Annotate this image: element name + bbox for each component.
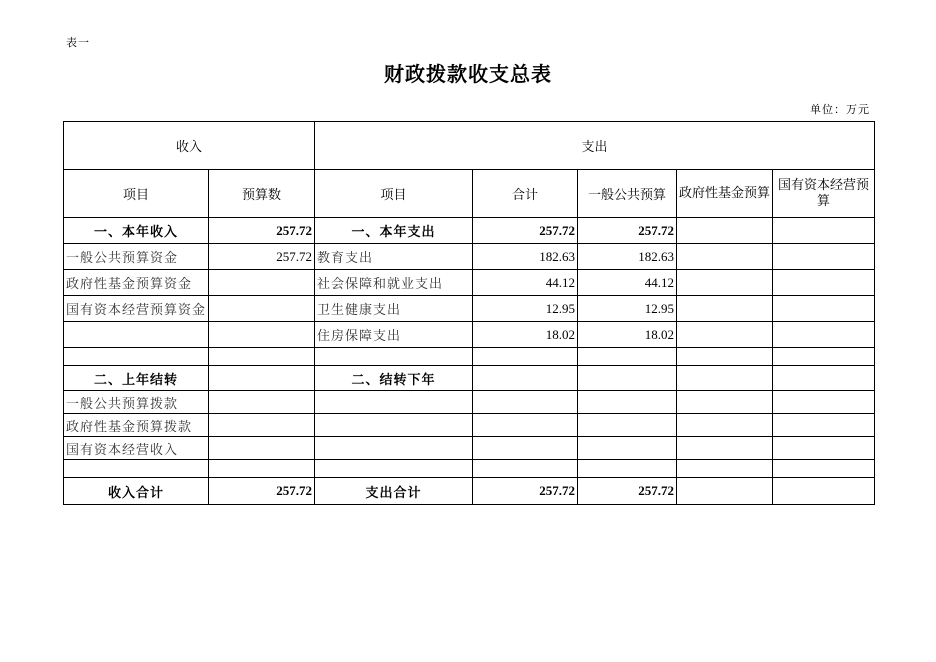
- total-cell: [473, 414, 578, 437]
- state-capital-cell: [773, 391, 875, 414]
- income-value-cell: 257.72: [209, 218, 315, 244]
- general-budget-header: 一般公共预算: [578, 170, 677, 218]
- budget-table: [63, 121, 875, 505]
- income-item-cell: 二、上年结转: [64, 366, 209, 391]
- state-capital-cell: [773, 460, 875, 478]
- general-budget-cell: 18.02: [578, 322, 677, 348]
- total-cell: 12.95: [473, 296, 578, 322]
- unit-label: 单位：万元: [810, 103, 870, 116]
- state-capital-cell: [773, 296, 875, 322]
- general-budget-cell: [578, 460, 677, 478]
- expense-item-cell: 教育支出: [315, 244, 473, 270]
- table-row: [64, 414, 875, 437]
- income-item-cell: 国有资本经营预算资金: [64, 296, 209, 322]
- state-capital-cell: [773, 366, 875, 391]
- income-value-cell: 257.72: [209, 478, 315, 505]
- table-label: 表一: [66, 36, 90, 49]
- table-row: [64, 460, 875, 478]
- total-cell: [473, 366, 578, 391]
- expense-item-cell: [315, 391, 473, 414]
- state-capital-cell: [773, 414, 875, 437]
- general-budget-cell: [578, 414, 677, 437]
- income-item-cell: [64, 460, 209, 478]
- income-item-cell: 收入合计: [64, 478, 209, 505]
- income-value-cell: 257.72: [209, 244, 315, 270]
- income-value-cell: [209, 460, 315, 478]
- table-row: [64, 244, 875, 270]
- general-budget-cell: 182.63: [578, 244, 677, 270]
- income-item-cell: 政府性基金预算拨款: [64, 414, 209, 437]
- income-value-cell: [209, 348, 315, 366]
- expense-item-cell: 卫生健康支出: [315, 296, 473, 322]
- table-row: [64, 296, 875, 322]
- expense-item-cell: [315, 460, 473, 478]
- page-title: 财政拨款收支总表: [384, 62, 552, 86]
- general-budget-cell: [578, 437, 677, 460]
- general-budget-cell: [578, 391, 677, 414]
- gov-fund-cell: [677, 414, 773, 437]
- state-capital-cell: [773, 437, 875, 460]
- income-item-cell: 国有资本经营收入: [64, 437, 209, 460]
- total-cell: [473, 391, 578, 414]
- gov-fund-cell: [677, 391, 773, 414]
- income-item-header: 项目: [64, 170, 209, 218]
- table-body: [64, 218, 875, 505]
- table-row: [64, 270, 875, 296]
- income-value-cell: [209, 322, 315, 348]
- expense-item-cell: [315, 414, 473, 437]
- general-budget-cell: [578, 366, 677, 391]
- table-row: [64, 348, 875, 366]
- total-cell: [473, 437, 578, 460]
- gov-fund-cell: [677, 244, 773, 270]
- gov-fund-cell: [677, 270, 773, 296]
- gov-fund-cell: [677, 322, 773, 348]
- income-budget-header: 预算数: [209, 170, 315, 218]
- gov-fund-header: 政府性基金预算: [677, 170, 773, 218]
- income-item-cell: [64, 322, 209, 348]
- general-budget-cell: 257.72: [578, 218, 677, 244]
- expense-item-cell: [315, 437, 473, 460]
- general-budget-cell: [578, 348, 677, 366]
- state-capital-cell: [773, 218, 875, 244]
- total-cell: 257.72: [473, 478, 578, 505]
- state-capital-cell: [773, 244, 875, 270]
- income-value-cell: [209, 414, 315, 437]
- gov-fund-cell: [677, 437, 773, 460]
- total-cell: 44.12: [473, 270, 578, 296]
- income-item-cell: 一、本年收入: [64, 218, 209, 244]
- total-cell: 257.72: [473, 218, 578, 244]
- state-capital-cell: [773, 270, 875, 296]
- gov-fund-cell: [677, 460, 773, 478]
- expense-item-header: 项目: [315, 170, 473, 218]
- income-item-cell: 一般公共预算拨款: [64, 391, 209, 414]
- table-row: [64, 437, 875, 460]
- table-row: [64, 366, 875, 391]
- gov-fund-cell: [677, 348, 773, 366]
- expense-item-cell: 一、本年支出: [315, 218, 473, 244]
- income-value-cell: [209, 366, 315, 391]
- total-cell: 182.63: [473, 244, 578, 270]
- gov-fund-cell: [677, 366, 773, 391]
- general-budget-cell: 257.72: [578, 478, 677, 505]
- income-value-cell: [209, 296, 315, 322]
- table-row: [64, 218, 875, 244]
- income-value-cell: [209, 270, 315, 296]
- gov-fund-cell: [677, 296, 773, 322]
- expense-item-cell: 住房保障支出: [315, 322, 473, 348]
- income-item-cell: 一般公共预算资金: [64, 244, 209, 270]
- total-cell: [473, 460, 578, 478]
- total-header: 合计: [473, 170, 578, 218]
- table-row: [64, 478, 875, 505]
- income-item-cell: [64, 348, 209, 366]
- total-cell: [473, 348, 578, 366]
- gov-fund-cell: [677, 218, 773, 244]
- table-row: [64, 391, 875, 414]
- state-capital-cell: [773, 348, 875, 366]
- income-item-cell: 政府性基金预算资金: [64, 270, 209, 296]
- income-group-header: 收入: [64, 122, 315, 170]
- state-capital-cell: [773, 322, 875, 348]
- expense-item-cell: 二、结转下年: [315, 366, 473, 391]
- total-cell: 18.02: [473, 322, 578, 348]
- state-capital-header: 国有资本经营预算: [773, 170, 875, 218]
- income-value-cell: [209, 391, 315, 414]
- expense-item-cell: [315, 348, 473, 366]
- general-budget-cell: 44.12: [578, 270, 677, 296]
- expense-group-header: 支出: [315, 122, 875, 170]
- general-budget-cell: 12.95: [578, 296, 677, 322]
- expense-item-cell: 支出合计: [315, 478, 473, 505]
- gov-fund-cell: [677, 478, 773, 505]
- state-capital-cell: [773, 478, 875, 505]
- table-row: [64, 322, 875, 348]
- income-value-cell: [209, 437, 315, 460]
- expense-item-cell: 社会保障和就业支出: [315, 270, 473, 296]
